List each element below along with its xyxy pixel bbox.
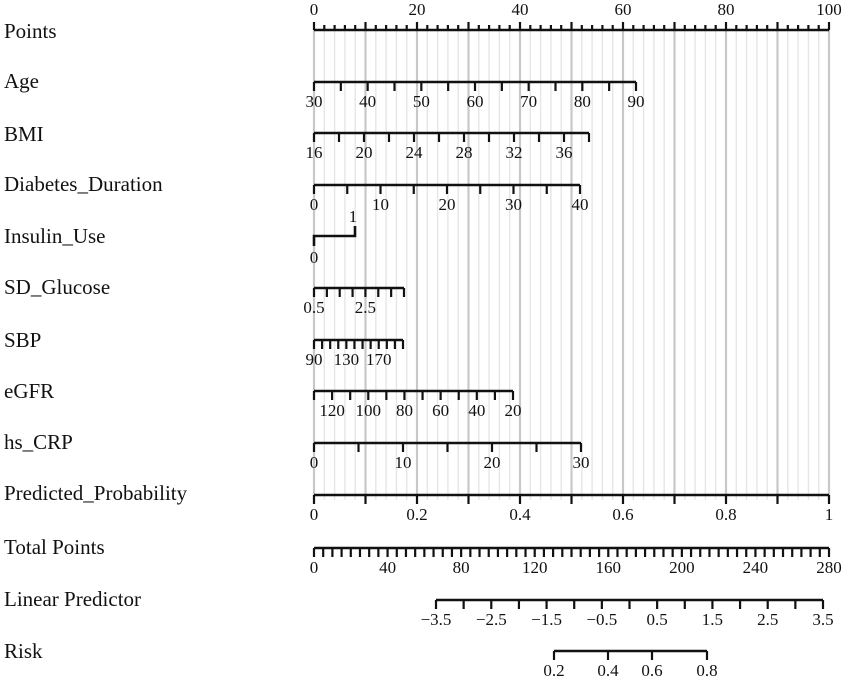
row-label-sbp: SBP <box>4 328 42 352</box>
tick-label: 30 <box>572 453 590 472</box>
tick-label: 30 <box>505 195 522 214</box>
tick-label: 0.2 <box>406 505 428 524</box>
tick-label: 20 <box>483 453 501 472</box>
tick-label: 60 <box>432 401 450 420</box>
tick-label: 80 <box>573 92 591 111</box>
scale-sd-glucose <box>303 288 404 317</box>
tick-label: 0 <box>309 453 319 472</box>
tick-label: 0 <box>309 558 319 577</box>
row-label-sd-glucose: SD_Glucose <box>4 275 111 299</box>
tick-label: 130 <box>333 350 360 369</box>
tick-label: 3.5 <box>812 610 834 629</box>
tick-label: 0.5 <box>646 610 668 629</box>
tick-label: 0.8 <box>696 661 718 680</box>
tick-label: 0.8 <box>715 505 737 524</box>
gridlines <box>314 30 829 500</box>
tick-label: 0.2 <box>543 661 565 680</box>
tick-label: 20 <box>355 143 373 162</box>
tick-label: 0 <box>309 505 319 524</box>
row-label-total-points: Total Points <box>4 535 105 559</box>
tick-label: 36 <box>555 143 573 162</box>
row-label-risk: Risk <box>4 639 43 663</box>
tick-label: 20 <box>438 195 456 214</box>
row-label-hs-crp: hs_CRP <box>4 430 73 454</box>
tick-label: 10 <box>372 195 389 214</box>
scale-risk <box>543 651 717 680</box>
tick-label: 70 <box>520 92 538 111</box>
tick-label: 0.4 <box>597 661 619 680</box>
tick-label: 90 <box>305 350 323 369</box>
tick-label: 120 <box>319 401 345 420</box>
tick-label: 80 <box>717 0 735 19</box>
tick-label: 32 <box>505 143 523 162</box>
tick-label: 80 <box>395 401 413 420</box>
tick-label: 20 <box>504 401 522 420</box>
tick-label: 40 <box>359 92 377 111</box>
tick-label: 0 <box>309 248 319 267</box>
scale-insulin-use <box>310 207 358 267</box>
tick-label: 240 <box>742 558 769 577</box>
tick-label: 1 <box>348 207 358 226</box>
tick-label: 0.6 <box>612 505 634 524</box>
tick-label: 40 <box>468 401 486 420</box>
scale-age <box>306 82 645 111</box>
scale-predicted-probability <box>310 495 834 524</box>
tick-label: 2.5 <box>757 610 779 629</box>
tick-label: 200 <box>669 558 695 577</box>
tick-label: 60 <box>614 0 632 19</box>
tick-label: 80 <box>452 558 470 577</box>
tick-label: 280 <box>816 558 842 577</box>
tick-label: 20 <box>408 0 426 19</box>
tick-label: 24 <box>405 143 423 162</box>
row-label-points: Points <box>4 19 57 43</box>
tick-label: 120 <box>521 558 548 577</box>
tick-label: 2.5 <box>354 298 377 317</box>
tick-label: 50 <box>412 92 430 111</box>
row-label-egfr: eGFR <box>4 379 55 403</box>
row-label-insulin-use: Insulin_Use <box>4 224 106 248</box>
tick-label: 100 <box>355 401 382 420</box>
row-label-bmi: BMI <box>4 122 44 146</box>
scale-hs-crp <box>310 443 590 472</box>
tick-label: −2.5 <box>475 610 507 629</box>
row-label-predicted-probability: Predicted_Probability <box>4 481 188 505</box>
tick-label: 0.5 <box>303 298 325 317</box>
tick-label: 170 <box>365 350 392 369</box>
scale-sbp <box>306 340 404 369</box>
tick-label: 40 <box>379 558 397 577</box>
tick-label: 0.6 <box>641 661 663 680</box>
tick-label: 160 <box>595 558 622 577</box>
tick-label: 0 <box>309 195 319 214</box>
scale-points <box>310 0 842 30</box>
row-labels <box>4 19 188 663</box>
tick-label: −1.5 <box>531 610 562 629</box>
row-label-age: Age <box>4 69 39 93</box>
tick-label: 0.4 <box>509 505 531 524</box>
row-label-linear-predictor: Linear Predictor <box>4 587 142 611</box>
tick-label: 28 <box>455 143 473 162</box>
tick-label: 100 <box>816 0 842 19</box>
scale-total-points <box>310 548 842 577</box>
tick-label: 30 <box>305 92 323 111</box>
tick-label: 40 <box>571 195 589 214</box>
tick-label: 60 <box>466 92 484 111</box>
tick-label: 10 <box>394 453 412 472</box>
tick-label: 0 <box>309 0 319 19</box>
row-label-diabetes-duration: Diabetes_Duration <box>4 172 163 196</box>
tick-label: 16 <box>305 143 323 162</box>
tick-label: −3.5 <box>420 610 452 629</box>
scale-linear-predictor <box>421 600 834 629</box>
tick-label: 40 <box>511 0 529 19</box>
tick-label: −0.5 <box>586 610 618 629</box>
tick-label: 90 <box>627 92 645 111</box>
tick-label: 1.5 <box>701 610 724 629</box>
tick-label: 1 <box>824 505 834 524</box>
